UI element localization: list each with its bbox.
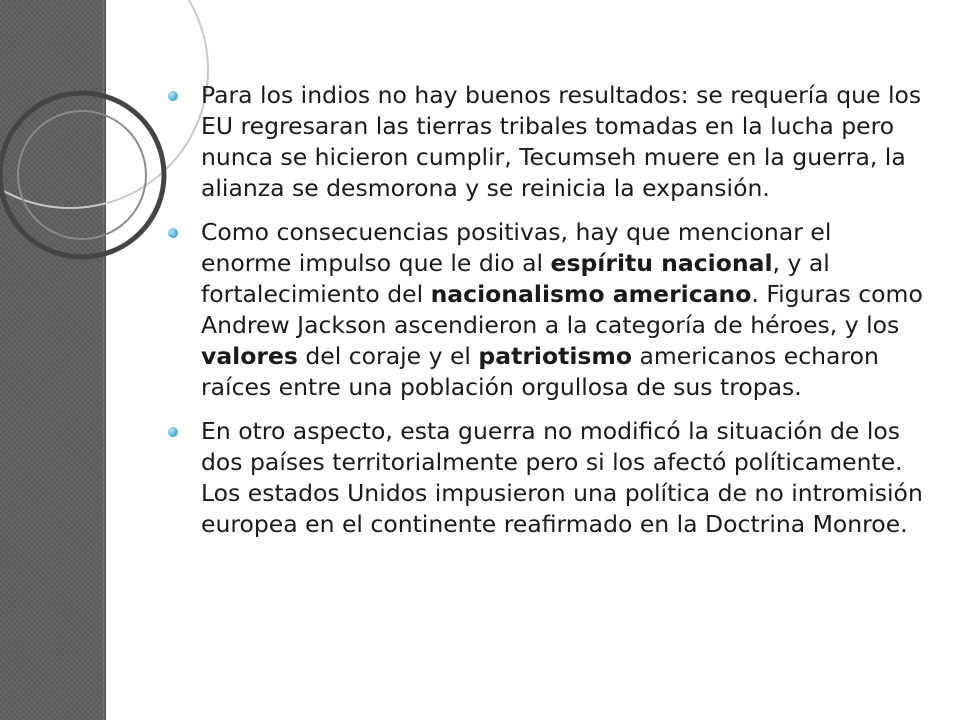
bullet-text: Para los indios no hay buenos resultados: se requería que los EU regresaran las tierras tribales tomadas en la lucha pero nunca se hicieron cumplir, Tecumseh muere en la guerra, la alianza se desmorona y se reinicia la expansión. <box>201 81 922 202</box>
bullet-icon <box>168 91 178 101</box>
bullet-text-segment: americanos echaron raíces entre una población orgullosa de sus tropas. <box>201 342 879 401</box>
bullet-text-segment: . Figuras como Andrew Jackson ascendieron a la categoría de héroes, y los <box>201 280 923 339</box>
bullet-bold-term: nacionalismo americano <box>430 280 752 308</box>
bullet-text: En otro aspecto, esta guerra no modificó la situación de los dos países territorialmente pero si los afectó políticamente. Los estados Unidos impusieron una política de no intromisión europea en el continente reafirmado en la Doctrina Monroe. <box>201 417 923 538</box>
bullet-bold-term: espíritu nacional <box>550 249 773 277</box>
bullet-text-segment: del coraje y el <box>297 342 479 370</box>
bullet-item-indios <box>168 80 928 204</box>
bullet-icon <box>168 427 178 437</box>
bullet-list <box>168 80 928 540</box>
side-panel-edge <box>103 0 106 720</box>
bullet-bold-term: valores <box>201 342 298 370</box>
bullet-item-consecuencias <box>168 217 928 403</box>
slide-content <box>168 80 928 553</box>
bullet-text-segment: , y al fortalecimiento del <box>201 249 830 308</box>
side-panel <box>0 0 106 720</box>
bullet-item-otro-aspecto <box>168 416 928 540</box>
bullet-bold-term: patriotismo <box>478 342 633 370</box>
bullet-text-segment: Como consecuencias positivas, hay que mencionar el enorme impulso que le dio al <box>201 218 832 277</box>
bullet-icon <box>168 228 178 238</box>
